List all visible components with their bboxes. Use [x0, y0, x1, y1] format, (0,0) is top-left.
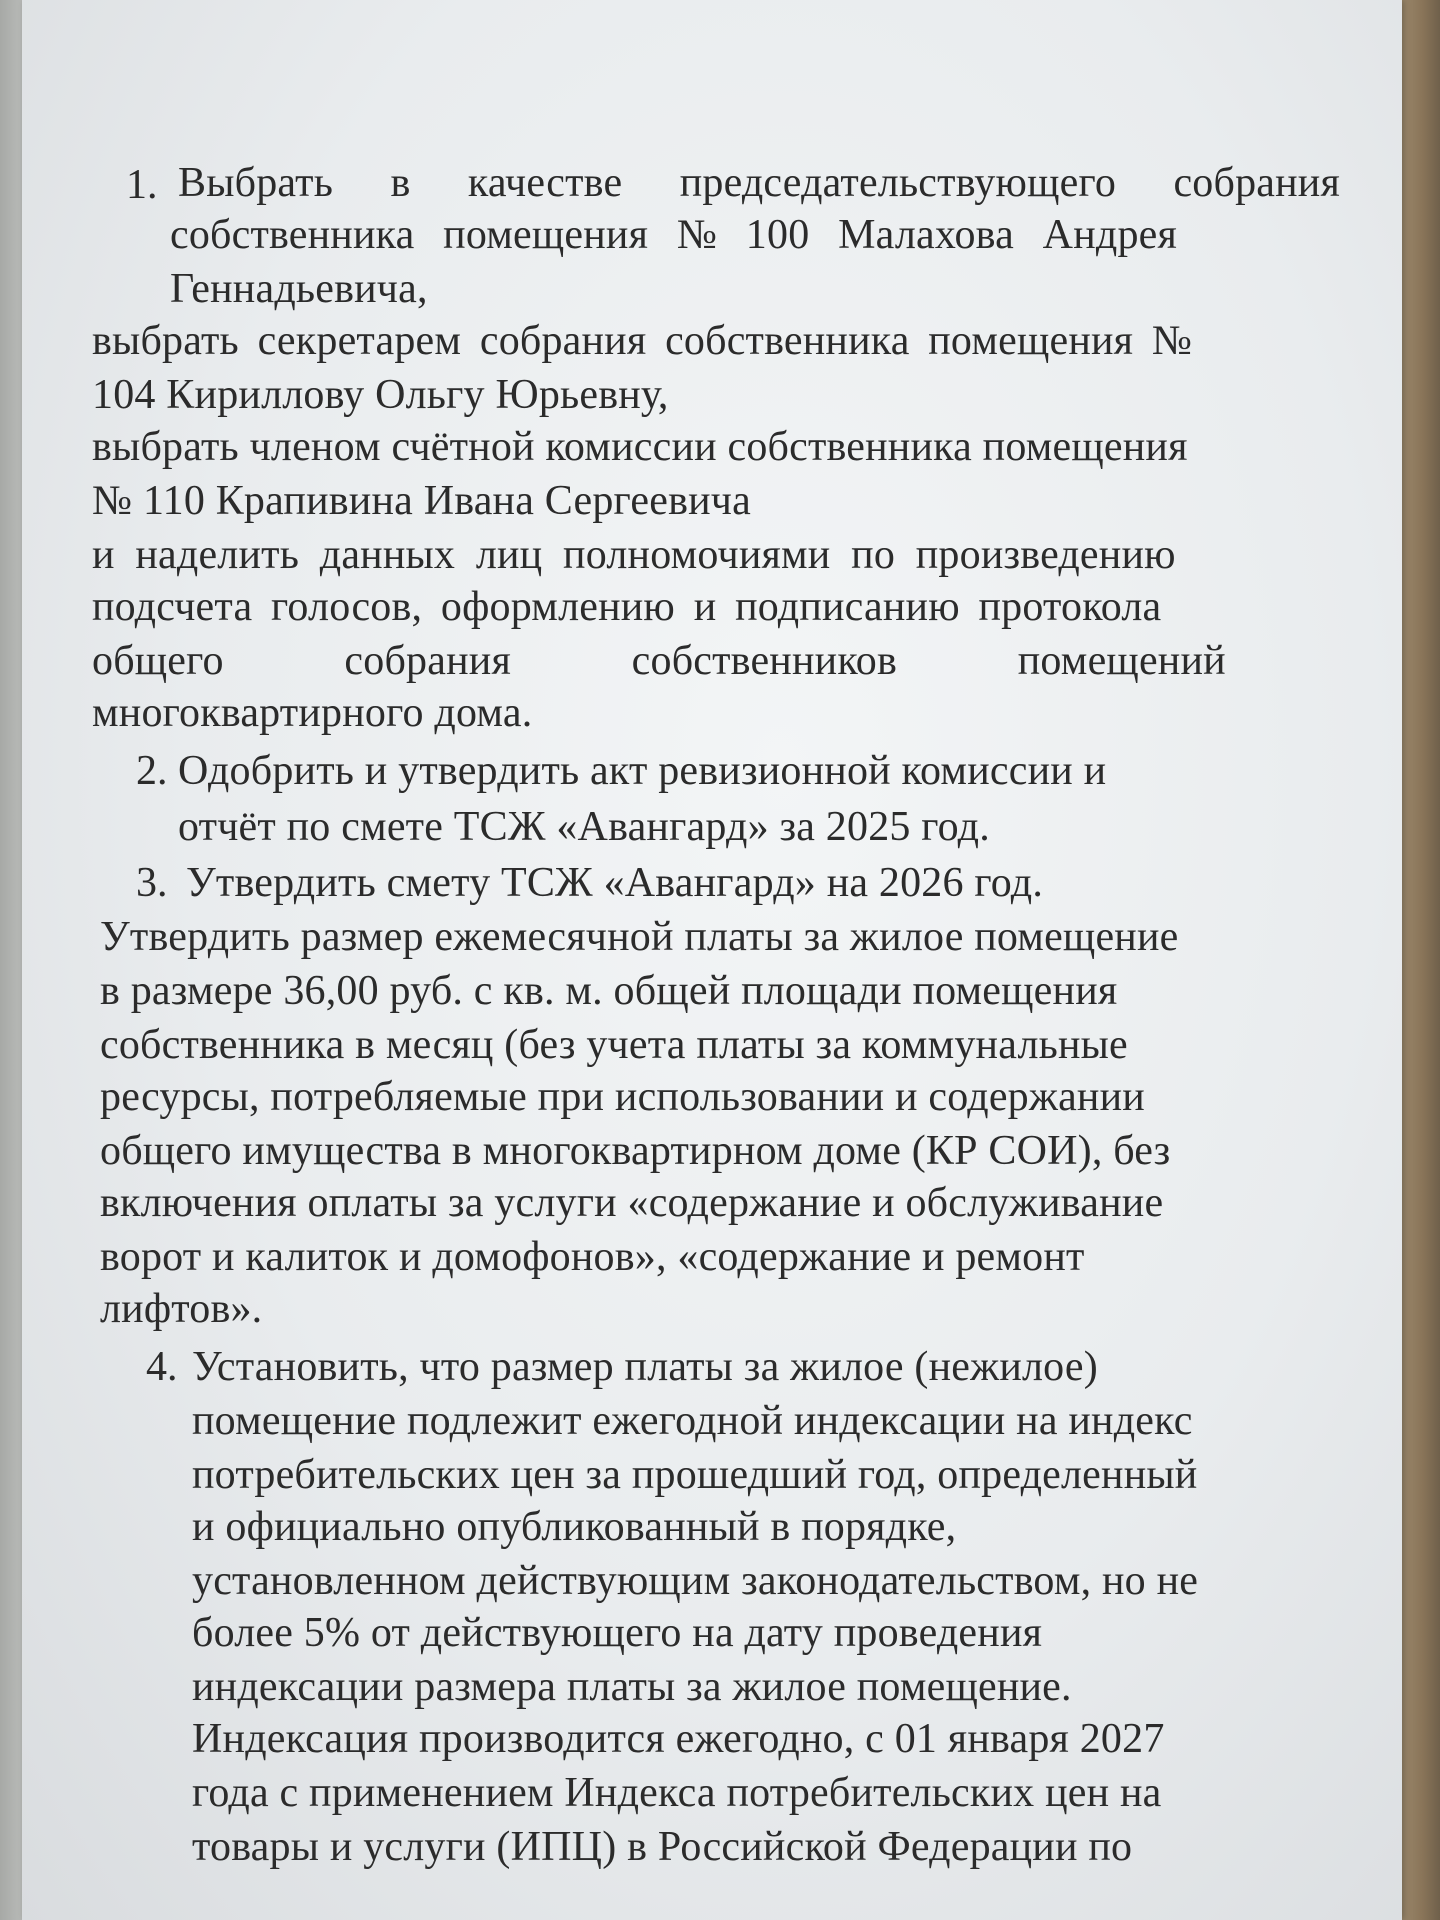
paper-sheet	[22, 0, 1402, 1920]
item-4-line-6: более 5% от действующего на дату проведения	[192, 1610, 1043, 1656]
item-2-line-1: Одобрить и утвердить акт ревизионной комиссии и	[178, 748, 1107, 794]
item-4-line-1: Установить, что размер платы за жилое (нежилое)	[192, 1344, 1098, 1390]
item-1-line-2: собственника помещения № 100 Малахова Андрея	[170, 212, 1178, 258]
item-1-line-1-word: председательствующего	[679, 160, 1117, 206]
item-1-line-1	[178, 158, 1340, 208]
item-1-number: 1.	[126, 162, 158, 208]
item-3-line-3: в размере 36,00 руб. с кв. м. общей площади помещения	[100, 968, 1118, 1014]
item-3-line-2: Утвердить размер ежемесячной платы за жилое помещение	[100, 914, 1179, 960]
item-4-line-10: товары и услуги (ИПЦ) в Российской Федерации по	[192, 1824, 1133, 1870]
item-4-line-4: и официально опубликованный в порядке,	[192, 1504, 957, 1550]
item-2-number: 2.	[136, 748, 168, 794]
item-1-line-5: 104 Кириллову Ольгу Юрьевну,	[92, 372, 669, 418]
item-3-number: 3.	[136, 860, 168, 906]
item-3-line-9: лифтов».	[100, 1286, 263, 1332]
item-1-line-9: подсчета голосов, оформлению и подписанию протокола	[92, 584, 1162, 630]
item-1-line-1-word: качестве	[467, 160, 623, 206]
item-3-line-7: включения оплаты за услуги «содержание и обслуживание	[100, 1180, 1164, 1226]
item-4-number: 4.	[146, 1344, 178, 1390]
item-4-line-9: года с применением Индекса потребительских цен на	[192, 1770, 1162, 1816]
item-1-line-1-word: в	[390, 160, 411, 206]
item-4-line-3: потребительских цен за прошедший год, определенный	[192, 1452, 1198, 1498]
item-2-line-2: отчёт по смете ТСЖ «Авангард» за 2025 год.	[178, 804, 990, 850]
item-3-line-4: собственника в месяц (без учета платы за коммунальные	[100, 1022, 1128, 1068]
item-1-line-10: общего собрания собственников помещений	[92, 638, 1226, 684]
item-3-line-8: ворот и калиток и домофонов», «содержание и ремонт	[100, 1234, 1085, 1280]
item-4-line-2: помещение подлежит ежегодной индексации на индекс	[192, 1398, 1193, 1444]
item-4-line-8: Индексация производится ежегодно, с 01 января 2027	[192, 1716, 1165, 1762]
item-1-line-4: выбрать секретарем собрания собственника помещения №	[92, 318, 1193, 364]
item-1-line-11: многоквартирного дома.	[92, 690, 533, 736]
item-3-line-6: общего имущества в многоквартирном доме (КР СОИ), без	[100, 1128, 1171, 1174]
item-1-line-8: и наделить данных лиц полномочиями по произведению	[92, 532, 1176, 578]
item-4-line-7: индексации размера платы за жилое помещение.	[192, 1664, 1072, 1710]
item-1-line-6: выбрать членом счётной комиссии собственника помещения	[92, 424, 1188, 470]
item-1-line-3: Геннадьевича,	[170, 266, 428, 312]
item-3-line-5: ресурсы, потребляемые при использовании и содержании	[100, 1074, 1145, 1120]
item-3-line-1: Утвердить смету ТСЖ «Авангард» на 2026 год.	[186, 860, 1044, 906]
item-1-line-1-word: Выбрать	[178, 160, 334, 206]
item-1-line-1-word: собрания	[1173, 160, 1340, 206]
item-4-line-5: установленном действующим законодательством, но не	[192, 1558, 1199, 1604]
item-1-line-7: № 110 Крапивина Ивана Сергеевича	[92, 478, 751, 524]
